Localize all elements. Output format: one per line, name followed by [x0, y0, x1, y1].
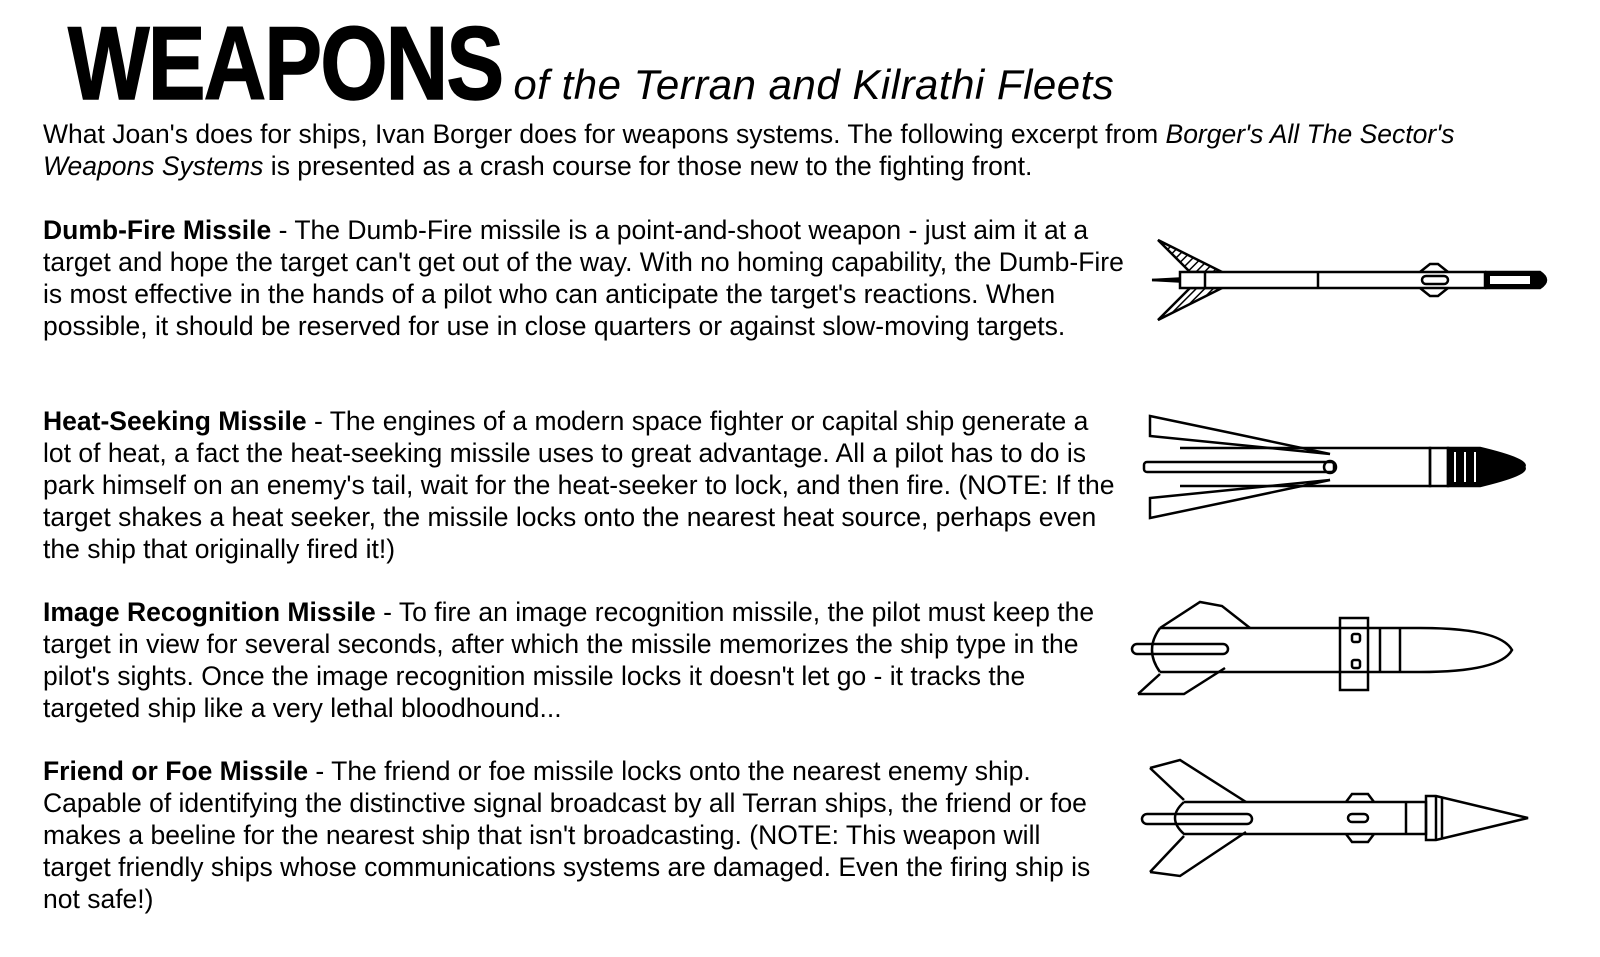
page-title-main: WEAPONS: [68, 6, 503, 122]
weapon-entry-dumb-fire: [43, 214, 1138, 342]
intro-text: What Joan's does for ships, Ivan Borger does for weapons systems. The following excerpt from: [43, 119, 1166, 149]
weapon-name: Heat-Seeking Missile: [43, 406, 307, 436]
page-title: [68, 6, 1115, 122]
intro-book-title: Borger's All The Sector's Weapons Systems: [43, 119, 1455, 181]
page-title-subtitle: of the Terran and Kilrathi Fleets: [513, 61, 1115, 108]
weapon-name: Friend or Foe Missile: [43, 756, 309, 786]
weapon-description: - The engines of a modern space fighter or capital ship generate a lot of heat, a fact the heat-seeking missile uses to great advantage. All a pilot has to do is park himself on an enemy's tail, wait for the heat-seeker to lock, and then fire. (NOTE: If the target shakes a heat seeker, the missile locks onto the nearest heat source, perhaps even the ship that originally fired it!): [43, 406, 1115, 564]
weapon-name: Image Recognition Missile: [43, 597, 376, 627]
intro-text-end: is presented as a crash course for those new to the fighting front.: [263, 151, 1033, 181]
weapon-entry-image-recognition: [43, 596, 1113, 724]
intro-paragraph: [43, 118, 1463, 182]
image-recognition-missile-icon: [1130, 598, 1520, 702]
weapon-name: Dumb-Fire Missile: [43, 215, 272, 245]
dumb-fire-missile-icon: [1150, 232, 1560, 328]
weapon-description: - The friend or foe missile locks onto the nearest enemy ship. Capable of identifying the distinctive signal broadcast by all Terran ships, the friend or foe makes a beeline for the nearest ship that isn't broadcasting. (NOTE: This weapon will target friendly ships whose communications systems are damaged. Even the firing ship is not safe!): [43, 756, 1091, 914]
weapon-description: - To fire an image recognition missile, the pilot must keep the target in view for several seconds, after which the missile memorizes the ship type in the pilot's sights. Once the image recognition missile locks it doesn't let go - it tracks the targeted ship like a very lethal bloodhound...: [43, 597, 1095, 723]
weapon-entry-friend-or-foe: [43, 755, 1108, 915]
heat-seeking-missile-icon: [1140, 408, 1530, 526]
friend-or-foe-missile-icon: [1136, 756, 1536, 880]
weapon-description: - The Dumb-Fire missile is a point-and-shoot weapon - just aim it at a target and hope the target can't get out of the way. With no homing capability, the Dumb-Fire is most effective in the hands of a pilot who can anticipate the target's reactions. When possible, it should be reserved for use in close quarters or against slow-moving targets.: [43, 215, 1124, 341]
weapon-entry-heat-seeking: [43, 405, 1118, 565]
